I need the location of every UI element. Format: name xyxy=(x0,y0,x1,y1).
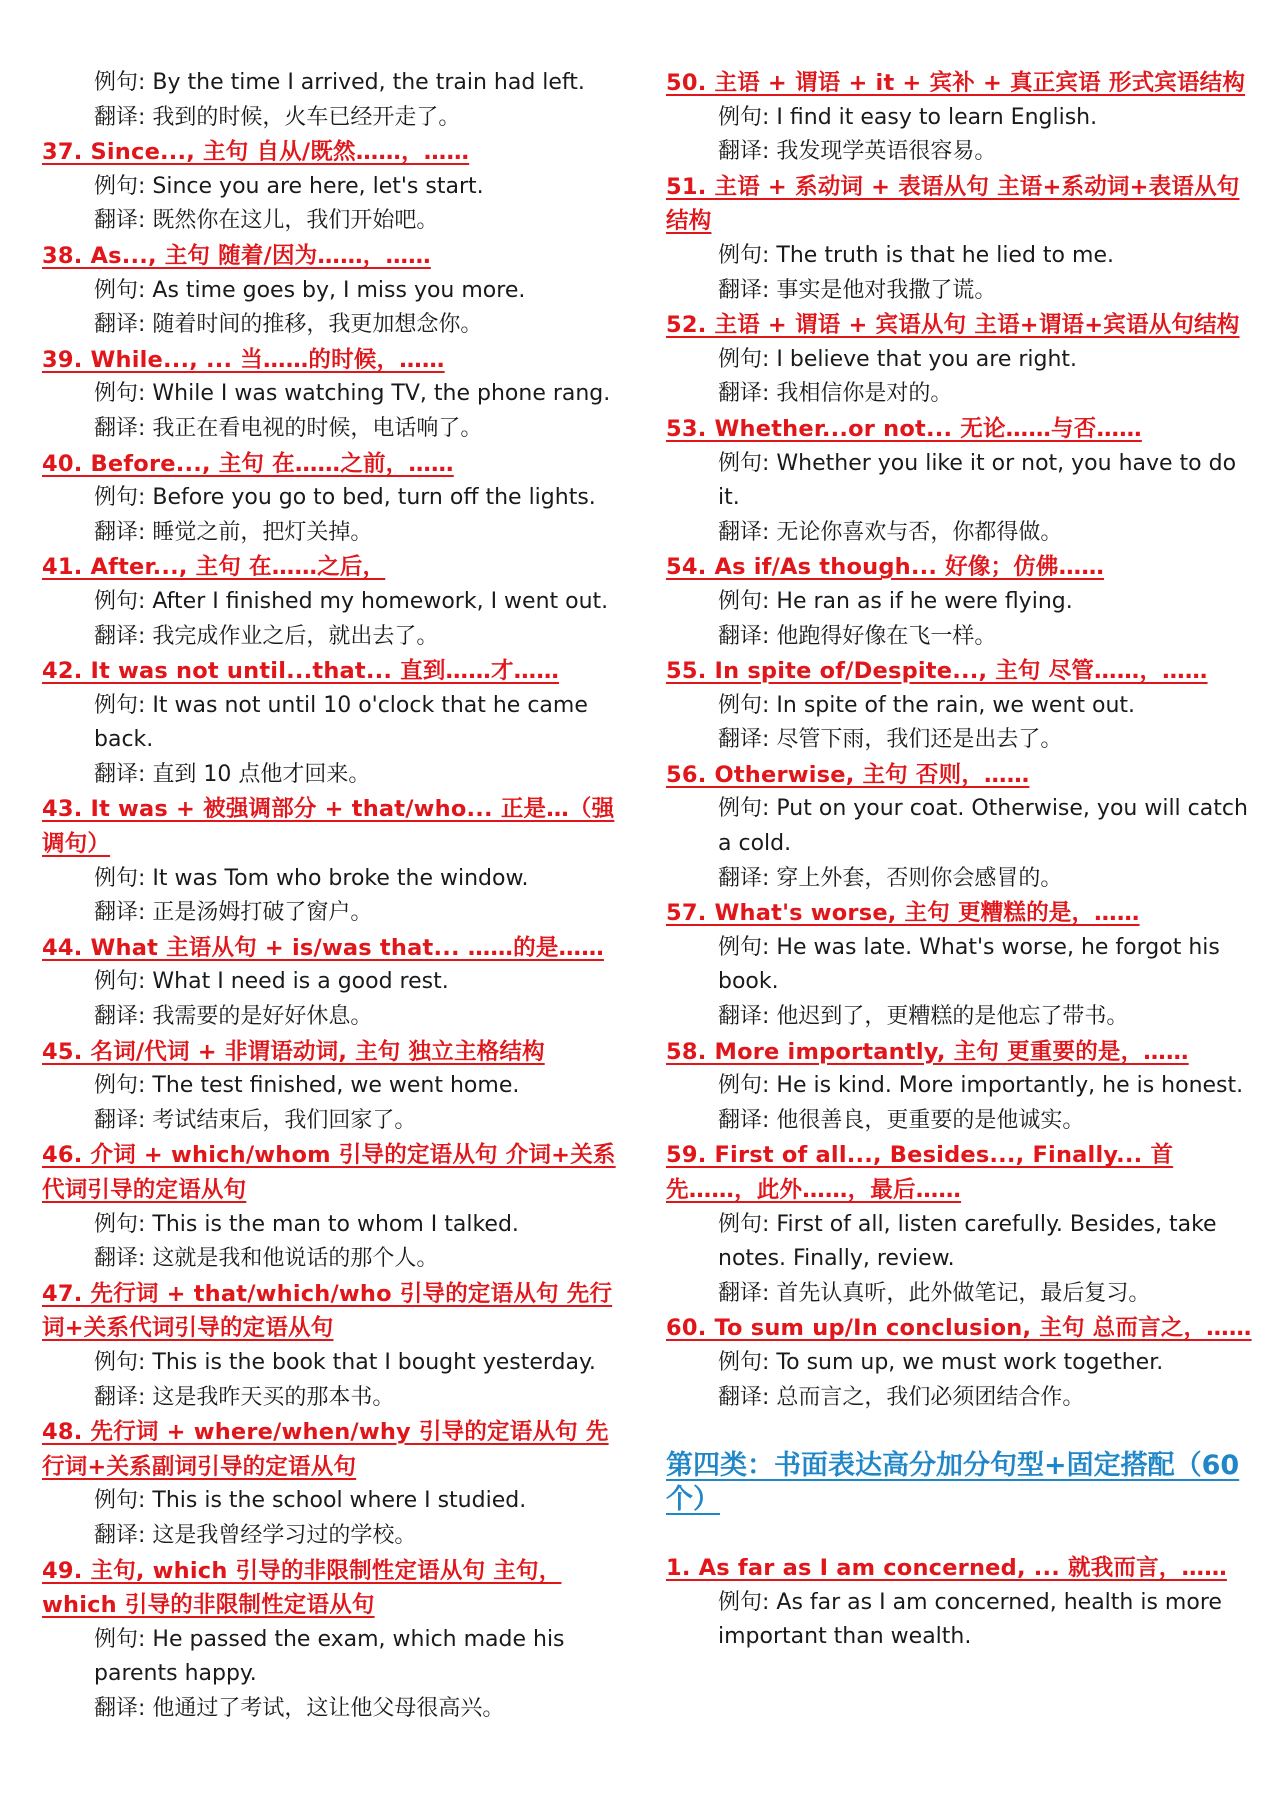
line-label: 例句: xyxy=(718,588,770,614)
example-line xyxy=(42,1484,627,1519)
line-label: 例句: xyxy=(718,1349,770,1375)
line-text: He ran as if he were flying. xyxy=(769,588,1073,614)
line-label: 翻译: xyxy=(718,623,770,649)
line-label: 例句: xyxy=(718,692,770,718)
pattern-heading: 38. As..., 主句 随着/因为……，…… xyxy=(42,242,431,269)
line-text: The test finished, we went home. xyxy=(145,1073,520,1099)
pattern-entry xyxy=(42,447,627,551)
pattern-heading: 54. As if/As though... 好像；仿佛…… xyxy=(666,554,1105,581)
translation-line xyxy=(666,1277,1256,1312)
line-text: 他跑得好像在飞一样。 xyxy=(769,623,997,649)
pattern-heading: 41. After..., 主句 在……之后， xyxy=(42,554,386,581)
line-text: To sum up, we must work together. xyxy=(769,1349,1164,1375)
example-line xyxy=(666,239,1256,274)
line-label: 翻译: xyxy=(718,381,770,407)
line-text: By the time I arrived, the train had left. xyxy=(145,70,585,95)
line-text: 我正在看电视的时候，电话响了。 xyxy=(145,415,483,441)
line-label: 翻译: xyxy=(94,1246,146,1272)
line-label: 例句: xyxy=(718,450,770,476)
pattern-heading: 44. What 主语从句 + is/was that... ……的是…… xyxy=(42,934,604,961)
line-text: Put on your coat. Otherwise, you will catch a cold. xyxy=(718,796,1248,857)
pattern-entry xyxy=(42,1554,627,1727)
example-line xyxy=(42,965,627,1000)
line-text: 这是我曾经学习过的学校。 xyxy=(145,1522,417,1548)
translation-line xyxy=(666,862,1256,897)
line-label: 例句: xyxy=(94,588,146,614)
line-text: This is the book that I bought yesterday. xyxy=(145,1349,596,1375)
line-text: 穿上外套，否则你会感冒的。 xyxy=(769,865,1063,891)
line-label: 翻译: xyxy=(718,1384,770,1410)
pattern-heading: 48. 先行词 + where/when/why 引导的定语从句 先行词+关系副词引导的定语从句 xyxy=(42,1419,609,1480)
translation-line xyxy=(42,896,627,931)
translation-line xyxy=(666,135,1256,170)
example-line xyxy=(666,689,1256,724)
example-line xyxy=(666,585,1256,620)
translation-line xyxy=(42,620,627,655)
line-label: 例句: xyxy=(718,1211,770,1237)
translation-line xyxy=(666,620,1256,655)
line-text: 这就是我和他说话的那个人。 xyxy=(145,1246,439,1272)
pattern-entry xyxy=(42,343,627,447)
translation-line xyxy=(666,274,1256,309)
pattern-heading: 60. To sum up/In conclusion, 主句 总而言之，…… xyxy=(666,1315,1252,1342)
translation-line xyxy=(42,1519,627,1554)
line-label: 例句: xyxy=(94,485,146,511)
pattern-entry xyxy=(666,308,1256,412)
translation-line xyxy=(42,758,627,793)
pattern-entry xyxy=(666,896,1256,1034)
line-text: 睡觉之前，把灯关掉。 xyxy=(145,519,373,545)
line-label: 例句: xyxy=(94,969,146,995)
pattern-entry xyxy=(42,792,627,930)
line-text: As far as I am concerned, health is more important than wealth. xyxy=(718,1589,1222,1650)
left-column xyxy=(42,66,627,1727)
translation-line xyxy=(666,516,1256,551)
right-column xyxy=(666,66,1256,1655)
line-text: 他迟到了，更糟糕的是他忘了带书。 xyxy=(769,1004,1129,1030)
example-line xyxy=(42,170,627,205)
line-text: This is the man to whom I talked. xyxy=(145,1211,519,1237)
example-line xyxy=(42,1069,627,1104)
line-label: 例句: xyxy=(718,346,770,372)
line-label: 例句: xyxy=(94,1349,146,1375)
line-text: 既然你在这儿，我们开始吧。 xyxy=(145,208,439,234)
line-text: It was not until 10 o'clock that he came back. xyxy=(94,692,588,753)
line-text: 正是汤姆打破了窗户。 xyxy=(145,900,373,926)
line-label: 例句: xyxy=(94,173,146,199)
pattern-entry xyxy=(42,135,627,239)
line-label: 例句: xyxy=(94,865,146,891)
line-text: It was Tom who broke the window. xyxy=(145,865,529,891)
pattern-entry xyxy=(666,654,1256,758)
line-label: 例句: xyxy=(94,1073,146,1099)
line-text: 他很善良，更重要的是他诚实。 xyxy=(769,1107,1085,1133)
line-text: 我相信你是对的。 xyxy=(769,381,953,407)
example-line xyxy=(42,274,627,309)
pattern-heading: 39. While..., ... 当……的时候，…… xyxy=(42,346,445,373)
line-label: 例句: xyxy=(94,70,146,95)
line-text: This is the school where I studied. xyxy=(145,1488,527,1514)
pattern-heading: 55. In spite of/Despite..., 主句 尽管……，…… xyxy=(666,658,1208,685)
line-text: Before you go to bed, turn off the lights. xyxy=(145,485,596,511)
pattern-heading: 50. 主语 + 谓语 + it + 宾补 + 真正宾语 形式宾语结构 xyxy=(666,70,1246,96)
pattern-heading: 52. 主语 + 谓语 + 宾语从句 主语+谓语+宾语从句结构 xyxy=(666,312,1240,339)
pattern-heading: 59. First of all..., Besides..., Finally... 首先……，此外……，最后…… xyxy=(666,1142,1174,1203)
line-text: Whether you like it or not, you have to do it. xyxy=(718,450,1237,511)
line-text: 总而言之，我们必须团结合作。 xyxy=(769,1384,1085,1410)
translation-line xyxy=(42,204,627,239)
translation-line xyxy=(666,1381,1256,1416)
pattern-entry xyxy=(42,1138,627,1276)
line-text: 事实是他对我撒了谎。 xyxy=(769,277,997,303)
pattern-entry xyxy=(42,931,627,1035)
translation-line xyxy=(666,1104,1256,1139)
pattern-entry xyxy=(666,1311,1256,1415)
pattern-entry xyxy=(666,66,1256,170)
line-text: 我发现学英语很容易。 xyxy=(769,139,997,165)
line-label: 翻译: xyxy=(94,761,146,787)
line-text: 我完成作业之后，就出去了。 xyxy=(145,623,439,649)
example-line xyxy=(42,1346,627,1381)
section-title: 第四类：书面表达高分加分句型+固定搭配（60 个） xyxy=(666,1450,1240,1516)
section-entries xyxy=(666,1551,1256,1655)
line-label: 翻译: xyxy=(94,1384,146,1410)
pattern-heading: 56. Otherwise, 主句 否则，…… xyxy=(666,761,1030,788)
line-text: 直到 10 点他才回来。 xyxy=(145,761,371,787)
line-text: 他通过了考试，这让他父母很高兴。 xyxy=(145,1695,505,1721)
line-label: 例句: xyxy=(94,1488,146,1514)
line-label: 翻译: xyxy=(94,208,146,234)
translation-line xyxy=(666,723,1256,758)
line-text: The truth is that he lied to me. xyxy=(769,242,1114,268)
translation-line xyxy=(42,101,627,136)
example-line xyxy=(42,481,627,516)
translation-line xyxy=(42,1381,627,1416)
pattern-heading: 37. Since..., 主句 自从/既然……，…… xyxy=(42,139,470,166)
pattern-heading: 40. Before..., 主句 在……之前，…… xyxy=(42,450,454,477)
line-label: 翻译: xyxy=(718,277,770,303)
example-line xyxy=(42,862,627,897)
line-label: 例句: xyxy=(94,1626,146,1652)
pattern-entry xyxy=(42,654,627,792)
line-text: 无论你喜欢与否，你都得做。 xyxy=(769,519,1063,545)
line-text: I believe that you are right. xyxy=(769,346,1078,372)
pattern-entry xyxy=(42,1415,627,1553)
pattern-entry xyxy=(666,1035,1256,1139)
line-text: 我需要的是好好休息。 xyxy=(145,1004,373,1030)
example-line xyxy=(42,66,627,101)
line-text: He was late. What's worse, he forgot his book. xyxy=(718,934,1220,995)
line-label: 例句: xyxy=(718,104,770,130)
translation-line xyxy=(42,1692,627,1727)
line-label: 翻译: xyxy=(94,104,146,130)
line-text: He passed the exam, which made his parents happy. xyxy=(94,1626,565,1687)
line-label: 例句: xyxy=(718,1589,770,1615)
example-line xyxy=(666,343,1256,378)
line-label: 翻译: xyxy=(94,312,146,338)
line-label: 翻译: xyxy=(94,519,146,545)
line-text: 这是我昨天买的那本书。 xyxy=(145,1384,395,1410)
line-text: After I finished my homework, I went out. xyxy=(145,588,609,614)
pattern-heading: 51. 主语 + 系动词 + 表语从句 主语+系动词+表语从句结构 xyxy=(666,173,1240,235)
pattern-heading: 53. Whether...or not... 无论……与否…… xyxy=(666,415,1142,442)
example-line xyxy=(42,1208,627,1243)
pattern-heading: 42. It was not until...that... 直到……才…… xyxy=(42,658,560,685)
pattern-heading: 47. 先行词 + that/which/who 引导的定语从句 先行词+关系代词引导的定语从句 xyxy=(42,1280,613,1342)
translation-line xyxy=(666,1000,1256,1035)
pattern-entry xyxy=(42,550,627,654)
translation-line xyxy=(666,377,1256,412)
translation-line xyxy=(42,1242,627,1277)
line-label: 例句: xyxy=(718,242,770,268)
line-label: 翻译: xyxy=(718,139,770,165)
pattern-entry xyxy=(666,412,1256,550)
line-label: 例句: xyxy=(94,1211,146,1237)
line-label: 例句: xyxy=(94,277,146,303)
pattern-heading: 57. What's worse, 主句 更糟糕的是，…… xyxy=(666,900,1140,927)
line-label: 翻译: xyxy=(94,1522,146,1548)
translation-line xyxy=(42,1104,627,1139)
line-text: 首先认真听，此外做笔记，最后复习。 xyxy=(769,1280,1151,1306)
pattern-entry xyxy=(42,1277,627,1415)
line-text: 尽管下雨，我们还是出去了。 xyxy=(769,727,1063,753)
line-label: 翻译: xyxy=(94,415,146,441)
pattern-heading: 46. 介词 + which/whom 引导的定语从句 介词+关系代词引导的定语从句 xyxy=(42,1142,616,1203)
example-line xyxy=(666,1208,1256,1277)
line-text: He is kind. More importantly, he is honest. xyxy=(769,1073,1244,1099)
translation-line xyxy=(42,308,627,343)
translation-line xyxy=(42,412,627,447)
example-line xyxy=(666,101,1256,136)
example-line xyxy=(42,689,627,758)
pattern-entry xyxy=(42,66,627,135)
line-label: 翻译: xyxy=(94,623,146,649)
example-line xyxy=(666,1069,1256,1104)
line-label: 翻译: xyxy=(718,727,770,753)
line-label: 例句: xyxy=(94,692,146,718)
line-text: Since you are here, let's start. xyxy=(145,173,484,199)
pattern-heading: 49. 主句, which 引导的非限制性定语从句 主句，which 引导的非限制性定语从句 xyxy=(42,1557,562,1619)
pattern-heading: 58. More importantly, 主句 更重要的是，…… xyxy=(666,1038,1189,1065)
pattern-entry xyxy=(666,758,1256,896)
line-label: 翻译: xyxy=(718,1107,770,1133)
example-line xyxy=(666,447,1256,516)
example-line xyxy=(666,1346,1256,1381)
line-label: 翻译: xyxy=(94,1695,146,1721)
line-label: 翻译: xyxy=(718,519,770,545)
example-line xyxy=(666,931,1256,1000)
line-label: 翻译: xyxy=(94,900,146,926)
line-text: In spite of the rain, we went out. xyxy=(769,692,1136,718)
example-line xyxy=(666,792,1256,861)
line-label: 例句: xyxy=(94,381,146,407)
translation-line xyxy=(42,516,627,551)
pattern-entry xyxy=(42,239,627,343)
line-text: As time goes by, I miss you more. xyxy=(145,277,526,303)
line-label: 翻译: xyxy=(718,1280,770,1306)
pattern-entry xyxy=(42,1035,627,1139)
example-line xyxy=(666,1586,1256,1655)
pattern-heading: 43. It was + 被强调部分 + that/who... 正是…（强调句） xyxy=(42,796,615,858)
example-line xyxy=(42,1623,627,1692)
right-entries xyxy=(666,66,1256,1415)
example-line xyxy=(42,585,627,620)
line-text: 考试结束后，我们回家了。 xyxy=(145,1107,417,1133)
line-text: What I need is a good rest. xyxy=(145,969,449,995)
pattern-entry xyxy=(666,1138,1256,1311)
line-label: 例句: xyxy=(718,934,770,960)
line-text: First of all, listen carefully. Besides, take notes. Finally, review. xyxy=(718,1211,1217,1272)
pattern-heading: 45. 名词/代词 + 非谓语动词, 主句 独立主格结构 xyxy=(42,1038,545,1065)
line-label: 翻译: xyxy=(94,1004,146,1030)
line-text: While I was watching TV, the phone rang. xyxy=(145,381,611,407)
line-label: 翻译: xyxy=(718,865,770,891)
line-label: 翻译: xyxy=(718,1004,770,1030)
pattern-heading: 1. As far as I am concerned, ... 就我而言，…… xyxy=(666,1555,1227,1582)
line-label: 例句: xyxy=(718,796,770,822)
example-line xyxy=(42,377,627,412)
line-text: 随着时间的推移，我更加想念你。 xyxy=(145,312,483,338)
translation-line xyxy=(42,1000,627,1035)
pattern-entry xyxy=(666,550,1256,654)
pattern-entry xyxy=(666,1551,1256,1655)
line-label: 例句: xyxy=(718,1073,770,1099)
line-text: I find it easy to learn English. xyxy=(769,104,1098,130)
line-text: 我到的时候，火车已经开走了。 xyxy=(145,104,461,130)
line-label: 翻译: xyxy=(94,1107,146,1133)
pattern-entry xyxy=(666,170,1256,308)
